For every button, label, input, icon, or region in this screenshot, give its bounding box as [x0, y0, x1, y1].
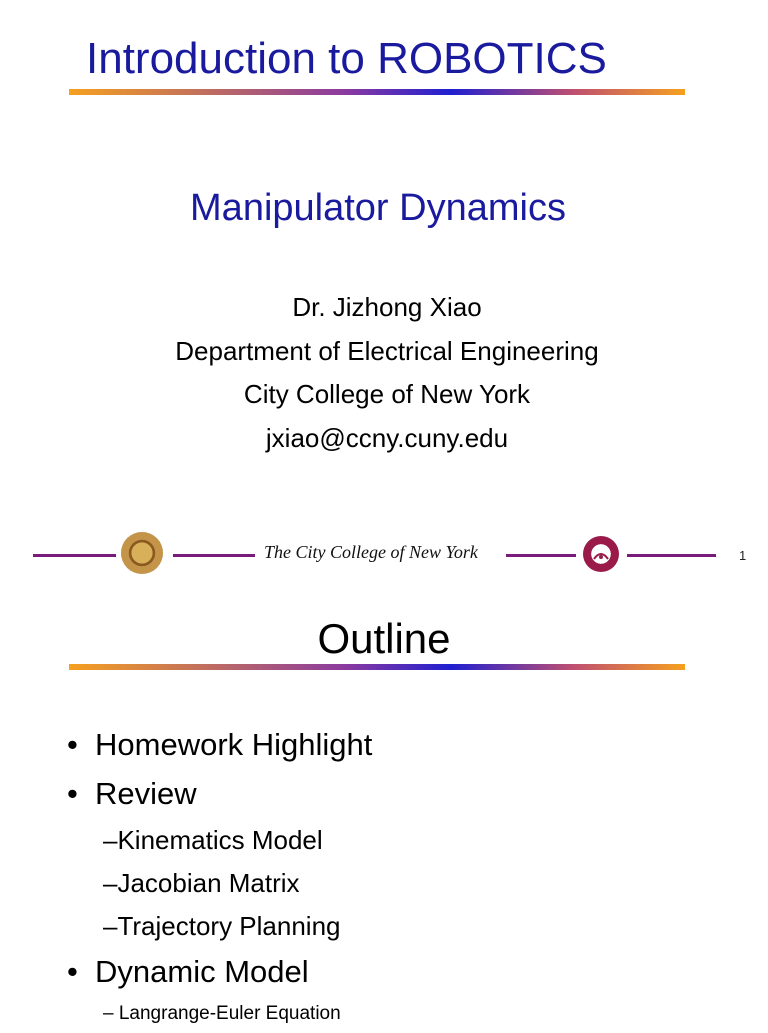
author-email: jxiao@ccny.cuny.edu [265, 422, 509, 453]
slide-subtitle: Manipulator Dynamics [190, 187, 566, 229]
author-department: Department of Electrical Engineering [175, 335, 599, 366]
bullet-marker: • [67, 776, 78, 811]
outline-slide [0, 585, 768, 1024]
list-subitem: – Langrange-Euler Equation [103, 1003, 341, 1024]
footer-divider [173, 554, 255, 557]
list-item: • Review [67, 776, 197, 811]
author-name: Dr. Jizhong Xiao [292, 292, 482, 322]
list-subitem: –Kinematics Model [103, 825, 323, 855]
bullet-marker: • [67, 954, 78, 989]
title-underline [69, 664, 685, 670]
title-underline [69, 89, 685, 95]
dash-marker: – [103, 1003, 114, 1024]
list-subitem: –Jacobian Matrix [103, 868, 300, 898]
slide-title: Outline [317, 615, 451, 662]
robotics-lab-logo-icon [583, 536, 619, 572]
list-subitem: –Trajectory Planning [103, 911, 341, 941]
author-info [0, 286, 768, 460]
college-seal-icon [121, 532, 163, 574]
slide-title: Introduction to ROBOTICS [86, 34, 607, 83]
outline-list [67, 727, 372, 1033]
footer-divider [33, 554, 116, 557]
list-item: • Homework Highlight [67, 727, 373, 762]
footer-divider [627, 554, 716, 557]
bullet-marker: • [67, 727, 78, 762]
page-number: 1 [739, 548, 747, 563]
footer-text: The City College of New York [264, 542, 478, 562]
dash-marker: – [103, 825, 118, 855]
dash-marker: – [103, 911, 118, 941]
list-item: • Dynamic Model [67, 954, 309, 989]
slide-footer [0, 527, 768, 583]
author-institution: City College of New York [243, 379, 531, 409]
footer-divider [506, 554, 576, 557]
dash-marker: – [103, 868, 118, 898]
